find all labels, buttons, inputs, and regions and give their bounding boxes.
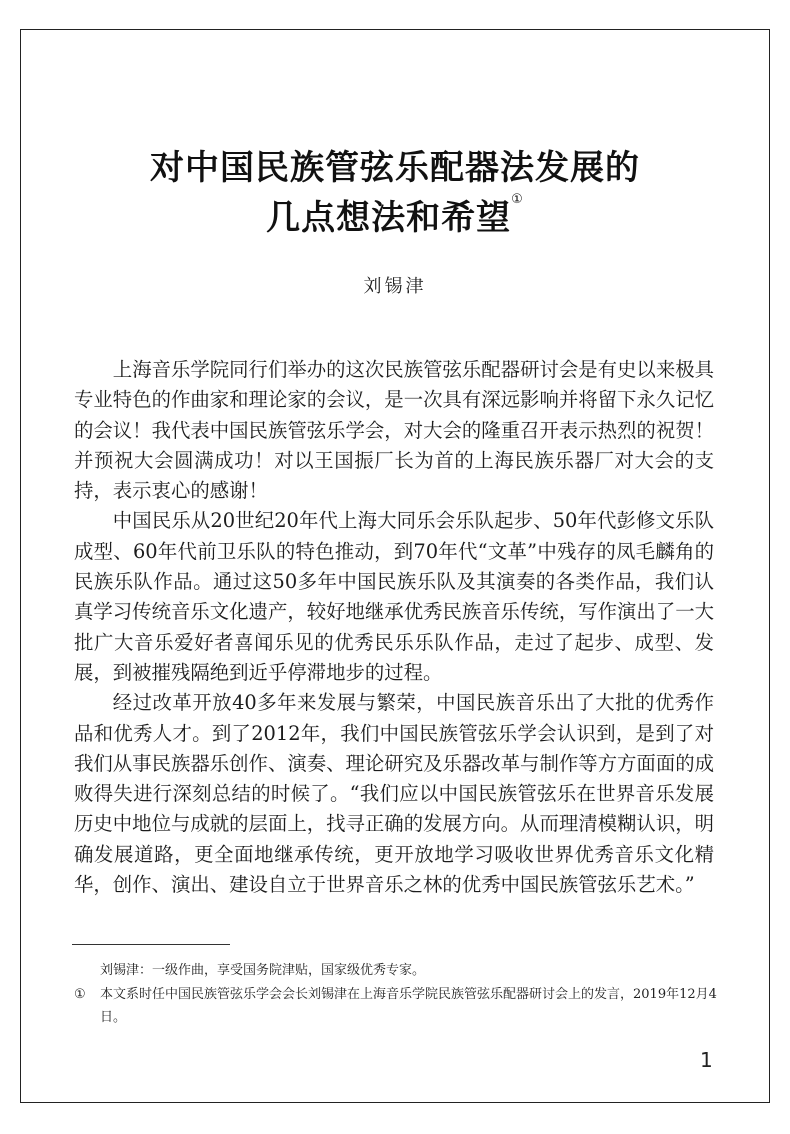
paragraph-2: 中国民乐从20世纪20年代上海大同乐会乐队起步、50年代彭修文乐队成型、60年代前卫乐队的特色推动，到70年代“文革”中残存的凤毛麟角的民族乐队作品。通过这50多年中国民族乐队及其演奏的各类作品，我们认真学习传统音乐文化遗产，较好地继承优秀民族音乐传统，写作演出了一大批广大音乐爱好者喜闻乐见的优秀民乐乐队作品，走过了起步、成型、发展，到被摧残隔绝到近乎停滞地步的过程。 <box>74 509 714 684</box>
footnote-1 <box>74 983 724 1029</box>
footnote-1-text: 本文系时任中国民族管弦乐学会会长刘锡津在上海音乐学院民族管弦乐配器研讨会上的发言，2019年12月4日。 <box>100 987 717 1025</box>
footnote-1-mark: ① <box>74 987 86 1002</box>
paragraph-3: 经过改革开放40多年来发展与繁荣，中国民族音乐出了大批的优秀作品和优秀人才。到了2012年，我们中国民族管弦乐学会认识到，是到了对我们从事民族器乐创作、演奏、理论研究及乐器改革与制作等方方面面的成败得失进行深刻总结的时候了。“我们应以中国民族管弦乐在世界音乐发展历史中地位与成就的层面上，找寻正确的发展方向。从而理清模糊认识，明确发展道路，更全面地继承传统，更开放地学习吸收世界优秀音乐文化精华，创作、演出、建设自立于世界音乐之林的优秀中国民族管弦乐艺术。” <box>74 691 714 897</box>
article-title-line-2 <box>0 190 790 239</box>
author-name: 刘锡津 <box>363 276 427 297</box>
footnote-reference-mark[interactable]: ① <box>511 192 524 207</box>
author-footnote: 刘锡津：一级作曲，享受国务院津贴，国家级优秀专家。 <box>100 963 426 978</box>
article-title-text: 几点想法和希望 <box>266 198 512 238</box>
article-body <box>74 355 714 900</box>
footnote-divider <box>72 944 230 945</box>
paragraph-1: 上海音乐学院同行们举办的这次民族管弦乐配器研讨会是有史以来极具专业特色的作曲家和理论家的会议，是一次具有深远影响并将留下永久记忆的会议！我代表中国民族管弦乐学会，对大会的隆重召开表示热烈的祝贺！并预祝大会圆满成功！对以王国振厂长为首的上海民族乐器厂对大会的支持，表示衷心的感谢！ <box>74 358 714 503</box>
page-number: 1 <box>700 1048 713 1072</box>
article-title-line-1: 对中国民族管弦乐配器法发展的 <box>150 148 640 188</box>
